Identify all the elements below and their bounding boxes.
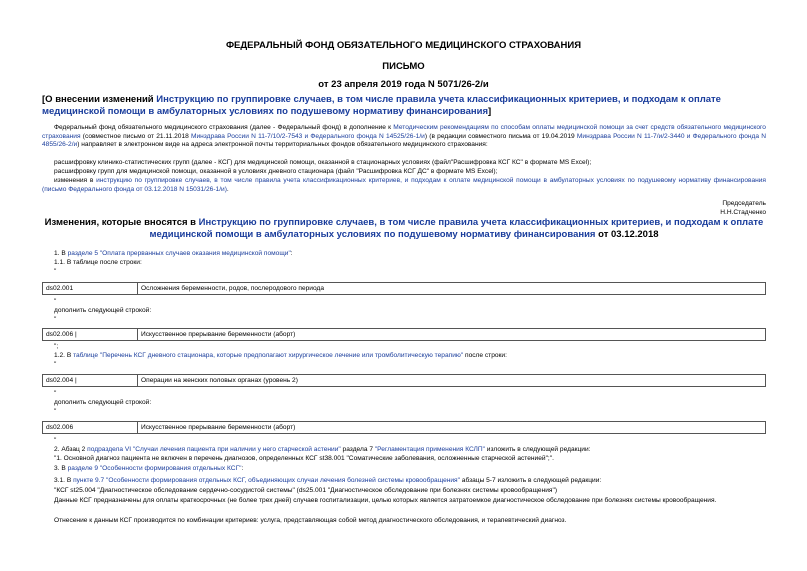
intro-paragraph-4: изменения в инструкцию по группировке случаев, в том числе правила учета классификационных критериев, и подходам к оплате медицинской помощи в амбулаторных условиях по подушевому нормативу финансирования (письмо Федерального фонда от 03.12.2018 N 15031/26-1/и). (42, 177, 767, 193)
ksg-code: ds02.004 | (43, 375, 138, 387)
minzdrav-letter-link-1[interactable]: Минздрава России N 11-7/10/2-7543 и Федерального фонда N 14525/26-1/и (190, 132, 425, 140)
doc-title: [О внесении изменений Инструкцию по группировке случаев, в том числе правила учета классификационных критериев, и подходам к оплате медицинской помощи в амбулаторных условиях по подушевому нормативу финансирования] (42, 94, 721, 117)
signature-role: Председатель (722, 200, 766, 207)
ksg-purpose-paragraph: Данные КСГ предназначены для оплаты краткосрочных (не более трех дней) случаев госпитализации, целью которых является затратоемкое диагностическое обследование при болезнях системы кровообращения. (54, 497, 717, 504)
section-5-link[interactable]: разделе 5 "Оплата прерванных случаев оказания медицинской помощи" (67, 250, 291, 257)
table-row-4 (42, 421, 766, 434)
method-recommendations-link[interactable]: Методическим рекомендациям по способам оплаты медицинской помощи за счет средств обязательного медицинского страхования (42, 124, 766, 140)
changes-title: Изменения, которые вносятся в Инструкцию по группировке случаев, в том числе правила учета классификационных критериев, и подходам к оплате медицинской помощи в амбулаторных условиях по подушевому нормативу финансирования от 03.12.2018 (44, 217, 764, 240)
item-1-2: 1.2. В таблице "Перечень КСГ дневного стационара, которые предполагают хирургическое лечение или тромболитическую терапию" после строки: (54, 352, 507, 359)
item-2-quote: "1. Основной диагноз пациента не включен в перечень диагнозов, определенных КСГ st38.001 "Соматические заболевания, осложненные старческой астенией";". (54, 455, 554, 462)
item-1: 1. В разделе 5 "Оплата прерванных случаев оказания медицинской помощи": (54, 250, 293, 257)
quote-close-3: " (54, 390, 57, 397)
ksl-p-link[interactable]: "Регламентация применения КСЛП" (374, 446, 485, 453)
title-link[interactable]: Инструкцию по группировке случаев, в том числе правила учета классификационных критериев, и подходам к оплате медицинской помощи в амбулаторных условиях по подушевому нормативу финансирования (42, 94, 721, 117)
quote-open-4: " (54, 408, 57, 415)
table-row-3 (42, 374, 766, 387)
item-3-1: 3.1. В пункте 9.7 "Особенности формирования отдельных КСГ, объединяющих случаи лечения болезней системы кровообращения" абзацы 5-7 изложить в следующей редакции: (54, 477, 602, 484)
quote-open-1: " (54, 268, 57, 275)
quote-close-4: " (54, 437, 57, 444)
add-row-text-1: дополнить следующей строкой: (54, 307, 152, 314)
ksg-code: ds02.006 | (43, 329, 138, 341)
table-row-2 (42, 328, 766, 341)
section-9-link[interactable]: разделе 9 "Особенности формирования отдельных КСГ" (67, 465, 242, 472)
quote-open-2: " (54, 316, 57, 323)
quote-open-3: " (54, 361, 57, 368)
ksg-name: Осложнения беременности, родов, послеродового периода (138, 283, 766, 295)
intro-paragraph-3: расшифровку групп для медицинской помощи, оказанной в условиях дневного стационара (файл "Расшифровка КСГ ДС" в формате MS Excel); (54, 168, 498, 175)
doc-date: от 23 апреля 2019 года N 5071/26-2/и (318, 79, 489, 90)
ksg-code: ds02.006 (43, 422, 138, 434)
intro-paragraph-2: расшифровку клинико-статистических групп (далее - КСГ) для медицинской помощи, оказанной в стационарных условиях (файл"Расшифровка КСГ КС" в формате MS Excel); (54, 159, 592, 166)
org-heading: ФЕДЕРАЛЬНЫЙ ФОНД ОБЯЗАТЕЛЬНОГО МЕДИЦИНСКОГО СТРАХОВАНИЯ (225, 40, 582, 51)
table-row-1 (42, 282, 766, 295)
day-hospital-table-link[interactable]: таблице "Перечень КСГ дневного стационара, которые предполагают хирургическое лечение или тромболитическую терапию" (73, 352, 464, 359)
ksg-name: Искусственное прерывание беременности (аборт) (138, 329, 766, 341)
ksg-name: Операции на женских половых органах (уровень 2) (138, 375, 766, 387)
item-1-1: 1.1. В таблице после строки: (54, 259, 142, 266)
changes-title-link[interactable]: Инструкцию по группировке случаев, в том числе правила учета классификационных критериев, и подходам к оплате медицинской помощи в амбулаторных условиях по подушевому нормативу финансирования (149, 217, 764, 240)
signature-name: Н.Н.Стадченко (720, 209, 766, 216)
minzdrav-letter-link-2[interactable]: Минздрава России N 11-7/и/2-3440 и Федерального фонда N 4855/26-2/и (42, 132, 766, 149)
item-2: 2. Абзац 2 подраздела VI "Случаи лечения пациента при наличии у него старческой астении" раздела 7 "Регламентация применения КСЛП" изложить в следующей редакции: (54, 446, 591, 453)
ksg-name: Искусственное прерывание беременности (аборт) (138, 422, 766, 434)
quote-close-1: " (54, 298, 57, 305)
intro-paragraph-1: Федеральный фонд обязательного медицинского страхования (далее - Федеральный фонд) в дополнение к Методическим рекомендациям по способам оплаты медицинской помощи за счет средств обязательного медицинского страхования (совместное письмо от 21.11.2018 Минздрава России N 11-7/10/2-7543 и Федерального фонда N 14525/26-1/и) (в редакции совместного письма от 19.04.2019 Минздрава России N 11-7/и/2-3440 и Федерального фонда N 4855/26-2/и) направляет в электронном виде на адреса электронной почты территориальных фондов обязательного медицинского страхования: (42, 124, 766, 149)
point-9-7-link[interactable]: пункте 9.7 "Особенности формирования отдельных КСГ, объединяющих случаи лечения болезней системы кровообращения" (73, 477, 460, 484)
doc-type: ПИСЬМО (382, 61, 425, 72)
quote-close-2: "; (54, 343, 59, 350)
item-3: 3. В разделе 9 "Особенности формирования отдельных КСГ": (54, 465, 244, 472)
instruction-link[interactable]: инструкцию по группировке случаев, в том числе правила учета классификационных критериев, и подходам к оплате медицинской помощи в амбулаторных условиях по подушевому нормативу финансирования (письмо Федерального фонда от 03.12.2018 N 15031/26-1/и) (42, 177, 767, 193)
add-row-text-2: дополнить следующей строкой: (54, 399, 152, 406)
item-3-1-quote: "КСГ st25.004 "Диагностическое обследование сердечно-сосудистой системы" (ds25.001 "Диагностическое обследование при болезнях системы кровообращения") (54, 487, 558, 494)
ksg-code: ds02.001 (43, 283, 138, 295)
subsection-vi-link[interactable]: подраздела VI "Случаи лечения пациента при наличии у него старческой астении" (87, 446, 341, 453)
ksg-criteria-paragraph: Отнесение к данным КСГ производится по комбинации критериев: услуга, представляющая собой метод диагностического обследования, и терапевтический диагноз. (54, 517, 567, 524)
